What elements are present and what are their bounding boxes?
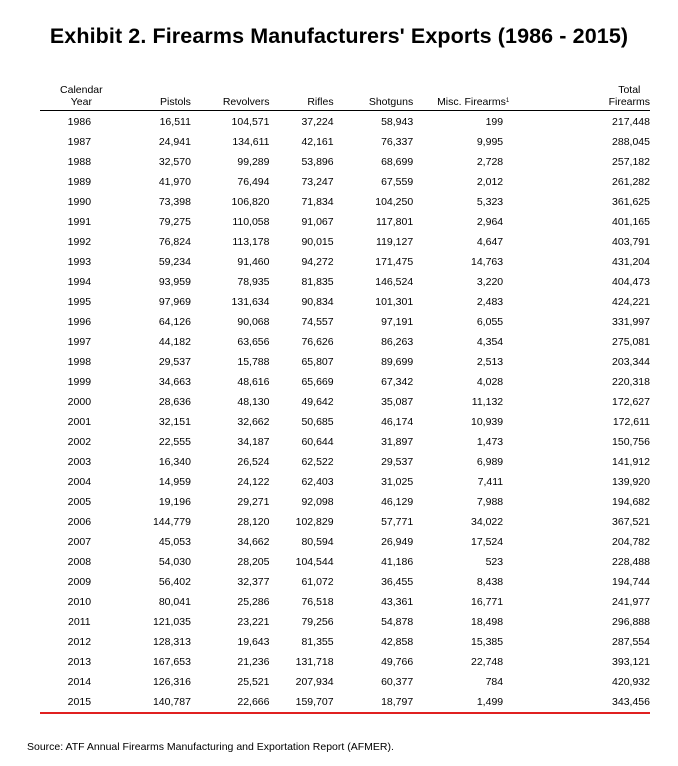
cell-shotguns: 31,025 <box>381 476 414 488</box>
header-calendar-year <box>40 82 123 111</box>
table-row <box>40 372 650 392</box>
cell-total-firearms: 296,888 <box>612 616 650 628</box>
cell-year: 2011 <box>68 616 91 628</box>
cell-total-firearms: 404,473 <box>612 276 650 288</box>
table-row <box>40 312 650 332</box>
cell-shotguns: 18,797 <box>334 692 414 713</box>
cell-pistols: 45,053 <box>158 536 191 548</box>
cell-year: 2003 <box>67 456 92 468</box>
cell-revolvers: 15,788 <box>237 356 270 368</box>
cell-year: 1998 <box>67 356 92 368</box>
cell-revolvers: 23,221 <box>237 616 270 628</box>
table-row <box>40 412 650 432</box>
cell-year: 1990 <box>67 196 92 208</box>
cell-total-firearms: 204,782 <box>612 536 650 548</box>
table-row <box>40 172 650 192</box>
header-misc-firearms <box>413 82 533 111</box>
cell-total-firearms: 403,791 <box>612 236 650 248</box>
header-total-firearms <box>533 82 650 111</box>
cell-rifles: 74,557 <box>301 316 334 328</box>
cell-total-firearms: 217,448 <box>612 115 650 128</box>
cell-rifles: 60,644 <box>301 436 334 448</box>
cell-revolvers: 22,666 <box>191 692 270 713</box>
cell-revolvers: 134,611 <box>232 136 270 148</box>
cell-shotguns: 60,377 <box>381 676 414 688</box>
cell-shotguns: 57,771 <box>381 516 414 528</box>
cell-shotguns: 101,301 <box>375 296 414 308</box>
header-pistols: Pistols <box>123 82 191 111</box>
cell-shotguns: 26,949 <box>381 536 414 548</box>
cell-total-firearms: 257,182 <box>612 156 650 168</box>
cell-total-firearms: 431,204 <box>612 256 650 268</box>
cell-pistols: 167,653 <box>152 656 191 668</box>
cell-revolvers: 63,656 <box>237 336 270 348</box>
cell-rifles: 62,522 <box>301 456 334 468</box>
cell-pistols: 28,636 <box>158 396 191 408</box>
cell-pistols: 16,340 <box>158 456 191 468</box>
cell-pistols: 16,511 <box>159 115 191 128</box>
exhibit-title: Exhibit 2. Firearms Manufacturers' Exports (1986 - 2015) <box>49 24 629 48</box>
cell-year: 2014 <box>67 676 92 688</box>
table-row <box>40 632 650 652</box>
cell-shotguns: 42,858 <box>381 636 414 648</box>
cell-year: 2013 <box>67 656 92 668</box>
cell-total-firearms: 401,165 <box>612 216 650 228</box>
cell-pistols: 64,126 <box>158 316 191 328</box>
cell-year: 2001 <box>67 416 92 428</box>
cell-shotguns: 46,129 <box>381 496 414 508</box>
cell-revolvers: 34,662 <box>237 536 270 548</box>
cell-pistols: 76,824 <box>158 236 191 248</box>
cell-total-firearms: 172,627 <box>612 396 650 408</box>
cell-pistols: 126,316 <box>152 676 191 688</box>
cell-year: 2012 <box>67 636 92 648</box>
cell-misc-firearms: 523 <box>485 556 504 568</box>
cell-year: 1994 <box>67 276 92 288</box>
cell-revolvers: 21,236 <box>237 656 270 668</box>
table-row <box>40 512 650 532</box>
table-row <box>40 452 650 472</box>
table-row <box>40 392 650 412</box>
cell-year: 1987 <box>67 136 92 148</box>
cell-misc-firearms: 1,499 <box>413 692 533 713</box>
table-body <box>40 111 650 714</box>
cell-revolvers: 99,289 <box>237 156 270 168</box>
cell-year: 1997 <box>67 336 92 348</box>
cell-misc-firearms: 784 <box>485 676 504 688</box>
table-row <box>40 572 650 592</box>
cell-shotguns: 68,699 <box>381 156 414 168</box>
cell-misc-firearms: 4,647 <box>476 236 504 248</box>
cell-revolvers: 48,130 <box>237 396 270 408</box>
table-header <box>40 82 650 111</box>
cell-total-firearms: 220,318 <box>612 376 650 388</box>
cell-shotguns: 171,475 <box>375 256 414 268</box>
cell-total-firearms: 343,456 <box>533 692 650 713</box>
cell-total-firearms: 261,282 <box>612 176 650 188</box>
cell-shotguns: 146,524 <box>375 276 414 288</box>
table-row <box>40 652 650 672</box>
cell-rifles: 53,896 <box>301 156 334 168</box>
cell-pistols: 41,970 <box>158 176 191 188</box>
cell-year: 1986 <box>67 115 92 128</box>
cell-revolvers: 113,178 <box>232 236 270 248</box>
cell-misc-firearms: 9,995 <box>476 136 504 148</box>
cell-total-firearms: 139,920 <box>612 476 650 488</box>
cell-total-firearms: 420,932 <box>612 676 650 688</box>
header-row <box>40 82 650 111</box>
cell-year: 1989 <box>67 176 92 188</box>
cell-rifles: 159,707 <box>270 692 334 713</box>
cell-shotguns: 67,559 <box>381 176 414 188</box>
cell-revolvers: 25,521 <box>237 676 270 688</box>
table-row <box>40 552 650 572</box>
cell-pistols: 29,537 <box>158 356 191 368</box>
table-row <box>40 492 650 512</box>
table-row <box>40 692 650 713</box>
cell-revolvers: 28,120 <box>237 516 270 528</box>
cell-pistols: 79,275 <box>158 216 191 228</box>
cell-total-firearms: 424,221 <box>612 296 650 308</box>
table-row <box>40 272 650 292</box>
cell-year: 2002 <box>67 436 92 448</box>
cell-shotguns: 58,943 <box>381 115 414 128</box>
source-note: Source: ATF Annual Firearms Manufacturing and Exportation Report (AFMER). <box>27 741 394 753</box>
cell-rifles: 65,669 <box>301 376 334 388</box>
table-row <box>40 132 650 152</box>
table-row <box>40 232 650 252</box>
cell-shotguns: 89,699 <box>381 356 414 368</box>
cell-rifles: 80,594 <box>301 536 334 548</box>
cell-rifles: 76,518 <box>301 596 334 608</box>
table-row <box>40 612 650 632</box>
cell-rifles: 42,161 <box>301 136 334 148</box>
cell-pistols: 44,182 <box>158 336 191 348</box>
cell-pistols: 56,402 <box>158 576 191 588</box>
cell-total-firearms: 361,625 <box>612 196 650 208</box>
cell-rifles: 65,807 <box>301 356 334 368</box>
cell-year: 1996 <box>67 316 92 328</box>
cell-total-firearms: 194,682 <box>612 496 650 508</box>
cell-pistols: 22,555 <box>158 436 191 448</box>
table-row <box>40 292 650 312</box>
cell-shotguns: 41,186 <box>381 556 414 568</box>
cell-total-firearms: 141,912 <box>612 456 650 468</box>
cell-shotguns: 117,801 <box>376 216 414 228</box>
cell-rifles: 104,544 <box>295 556 334 568</box>
cell-pistols: 54,030 <box>158 556 191 568</box>
cell-year: 2006 <box>67 516 92 528</box>
cell-misc-firearms: 16,771 <box>471 596 504 608</box>
cell-revolvers: 104,571 <box>231 115 270 128</box>
cell-year: 2010 <box>67 596 92 608</box>
cell-shotguns: 46,174 <box>381 416 414 428</box>
table-row <box>40 352 650 372</box>
header-rifles: Rifles <box>270 82 334 111</box>
cell-misc-firearms: 7,988 <box>476 496 504 508</box>
cell-year: 1991 <box>67 216 92 228</box>
cell-misc-firearms: 5,323 <box>476 196 504 208</box>
cell-rifles: 92,098 <box>301 496 334 508</box>
cell-revolvers: 91,460 <box>237 256 270 268</box>
cell-misc-firearms: 8,438 <box>476 576 504 588</box>
header-year-line1: Calendar <box>60 84 103 96</box>
table-row <box>40 432 650 452</box>
cell-year: 2008 <box>67 556 92 568</box>
table-row <box>40 592 650 612</box>
cell-revolvers: 34,187 <box>237 436 270 448</box>
cell-shotguns: 97,191 <box>381 316 414 328</box>
cell-misc-firearms: 10,939 <box>471 416 504 428</box>
cell-shotguns: 119,127 <box>376 236 414 248</box>
cell-misc-firearms: 15,385 <box>471 636 504 648</box>
cell-shotguns: 31,897 <box>381 436 414 448</box>
cell-pistols: 73,398 <box>158 196 191 208</box>
table-row <box>40 672 650 692</box>
cell-revolvers: 25,286 <box>237 596 270 608</box>
cell-revolvers: 19,643 <box>237 636 270 648</box>
cell-misc-firearms: 2,483 <box>476 296 504 308</box>
cell-pistols: 144,779 <box>152 516 191 528</box>
cell-total-firearms: 194,744 <box>612 576 650 588</box>
cell-shotguns: 67,342 <box>381 376 414 388</box>
cell-rifles: 81,835 <box>301 276 334 288</box>
cell-revolvers: 32,662 <box>237 416 270 428</box>
cell-pistols: 121,035 <box>152 616 191 628</box>
cell-rifles: 94,272 <box>301 256 334 268</box>
cell-misc-firearms: 1,473 <box>476 436 504 448</box>
exports-table <box>40 82 650 714</box>
header-shotguns: Shotguns <box>334 82 414 111</box>
cell-rifles: 37,224 <box>301 115 334 128</box>
cell-shotguns: 36,455 <box>381 576 414 588</box>
cell-revolvers: 26,524 <box>237 456 270 468</box>
cell-misc-firearms: 4,028 <box>476 376 504 388</box>
cell-revolvers: 131,634 <box>231 296 270 308</box>
cell-rifles: 90,015 <box>301 236 334 248</box>
cell-misc-firearms: 2,513 <box>476 356 504 368</box>
cell-year: 1995 <box>67 296 92 308</box>
cell-rifles: 71,834 <box>301 196 334 208</box>
cell-total-firearms: 228,488 <box>612 556 650 568</box>
cell-pistols: 80,041 <box>158 596 191 608</box>
cell-revolvers: 106,820 <box>231 196 270 208</box>
cell-rifles: 102,829 <box>295 516 334 528</box>
cell-total-firearms: 287,554 <box>612 636 650 648</box>
cell-revolvers: 29,271 <box>237 496 270 508</box>
cell-shotguns: 76,337 <box>381 136 414 148</box>
cell-misc-firearms: 199 <box>485 115 504 128</box>
cell-pistols: 24,941 <box>158 136 191 148</box>
cell-year: 2015 <box>40 692 123 713</box>
table-row <box>40 252 650 272</box>
cell-total-firearms: 367,521 <box>612 516 650 528</box>
cell-misc-firearms: 11,132 <box>471 396 504 408</box>
cell-total-firearms: 275,081 <box>612 336 650 348</box>
table-row <box>40 332 650 352</box>
cell-year: 2000 <box>67 396 92 408</box>
cell-revolvers: 110,058 <box>232 216 270 228</box>
cell-rifles: 76,626 <box>301 336 334 348</box>
header-total-line1: Total <box>618 84 641 96</box>
cell-pistols: 32,151 <box>158 416 191 428</box>
cell-misc-firearms: 7,411 <box>477 476 504 488</box>
cell-revolvers: 76,494 <box>237 176 270 188</box>
cell-revolvers: 90,068 <box>237 316 270 328</box>
cell-total-firearms: 288,045 <box>612 136 650 148</box>
cell-rifles: 61,072 <box>301 576 334 588</box>
cell-year: 2005 <box>67 496 92 508</box>
cell-revolvers: 28,205 <box>237 556 270 568</box>
cell-shotguns: 86,263 <box>381 336 414 348</box>
cell-year: 2007 <box>67 536 92 548</box>
cell-misc-firearms: 2,012 <box>476 176 504 188</box>
cell-total-firearms: 393,121 <box>612 656 650 668</box>
cell-shotguns: 104,250 <box>375 196 414 208</box>
cell-misc-firearms: 22,748 <box>471 656 504 668</box>
table-row <box>40 532 650 552</box>
cell-year: 1999 <box>67 376 92 388</box>
cell-misc-firearms: 18,498 <box>471 616 504 628</box>
cell-misc-firearms: 6,989 <box>476 456 504 468</box>
cell-misc-firearms: 6,055 <box>476 316 504 328</box>
cell-shotguns: 49,766 <box>381 656 414 668</box>
table-row <box>40 472 650 492</box>
cell-year: 1993 <box>67 256 92 268</box>
cell-pistols: 93,959 <box>158 276 191 288</box>
cell-misc-firearms: 34,022 <box>471 516 504 528</box>
header-year-line2: Year <box>70 96 92 108</box>
cell-rifles: 62,403 <box>301 476 334 488</box>
cell-pistols: 140,787 <box>123 692 191 713</box>
cell-pistols: 32,570 <box>158 156 191 168</box>
cell-rifles: 50,685 <box>301 416 334 428</box>
cell-pistols: 14,959 <box>158 476 191 488</box>
cell-total-firearms: 172,611 <box>612 416 650 428</box>
cell-rifles: 79,256 <box>301 616 334 628</box>
cell-rifles: 131,718 <box>295 656 334 668</box>
cell-year: 2004 <box>67 476 92 488</box>
cell-total-firearms: 331,997 <box>612 316 650 328</box>
cell-shotguns: 43,361 <box>381 596 414 608</box>
cell-misc-firearms: 2,964 <box>476 216 504 228</box>
cell-rifles: 73,247 <box>301 176 334 188</box>
cell-pistols: 34,663 <box>158 376 191 388</box>
cell-shotguns: 29,537 <box>381 456 414 468</box>
cell-misc-firearms: 2,728 <box>476 156 504 168</box>
cell-year: 1988 <box>67 156 92 168</box>
cell-pistols: 97,969 <box>158 296 191 308</box>
cell-total-firearms: 241,977 <box>612 596 650 608</box>
header-total-line2: Firearms <box>608 96 650 108</box>
cell-shotguns: 35,087 <box>381 396 414 408</box>
cell-revolvers: 24,122 <box>237 476 270 488</box>
cell-rifles: 49,642 <box>301 396 334 408</box>
header-misc-label: Misc. Firearms <box>437 96 506 108</box>
cell-pistols: 59,234 <box>158 256 191 268</box>
cell-misc-firearms: 4,354 <box>476 336 504 348</box>
cell-misc-firearms: 17,524 <box>471 536 504 548</box>
table-row <box>40 212 650 232</box>
cell-rifles: 90,834 <box>301 296 334 308</box>
cell-total-firearms: 203,344 <box>612 356 650 368</box>
misc-footnote-marker: 1 <box>505 98 510 104</box>
cell-pistols: 128,313 <box>152 636 191 648</box>
table-row <box>40 192 650 212</box>
cell-total-firearms: 150,756 <box>612 436 650 448</box>
cell-revolvers: 48,616 <box>237 376 270 388</box>
cell-pistols: 19,196 <box>158 496 191 508</box>
cell-rifles: 207,934 <box>295 676 334 688</box>
cell-revolvers: 78,935 <box>237 276 270 288</box>
cell-year: 2009 <box>67 576 92 588</box>
table-row <box>40 111 650 133</box>
cell-misc-firearms: 3,220 <box>476 276 504 288</box>
cell-misc-firearms: 14,763 <box>471 256 504 268</box>
cell-rifles: 81,355 <box>301 636 334 648</box>
cell-revolvers: 32,377 <box>237 576 270 588</box>
cell-rifles: 91,067 <box>301 216 334 228</box>
table-row <box>40 152 650 172</box>
cell-year: 1992 <box>67 236 92 248</box>
cell-shotguns: 54,878 <box>381 616 414 628</box>
header-revolvers: Revolvers <box>191 82 270 111</box>
